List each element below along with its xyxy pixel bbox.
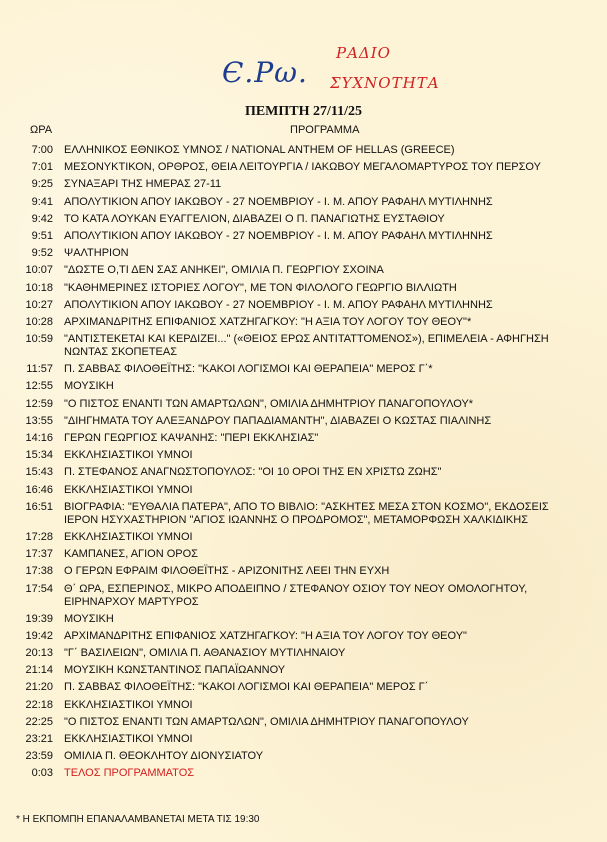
schedule-program: ΑΡΧΙΜΑΝΔΡΙΤΗΣ ΕΠΙΦΑΝΙΟΣ ΧΑΤΖΗΓΑΓΚΟΥ: "Η ΑΞΙΑ ΤΟΥ ΛΟΓΟΥ ΤΟΥ ΘΕΟΥ"*: [64, 315, 472, 328]
schedule-row: [0, 330, 607, 360]
schedule-time: 21:14: [25, 664, 53, 677]
schedule-program: ΚΑΜΠΑΝΕΣ, ΑΓΙΟΝ ΟΡΟΣ: [64, 548, 198, 561]
schedule-row: [0, 562, 607, 579]
schedule-program: ΕΛΛΗΝΙΚΟΣ ΕΘΝΙΚΟΣ ΥΜΝΟΣ / NATIONAL ANTHEM OF HELLAS (GREECE): [64, 144, 455, 156]
schedule-program: "ΔΙΗΓΗΜΑΤΑ ΤΟΥ ΑΛΕΞΑΝΔΡΟΥ ΠΑΠΑΔΙΑΜΑΝΤΗ", ΔΙΑΒΑΖΕΙ Ο ΚΩΣΤΑΣ ΠΙΑΛΙΝΗΣ: [64, 414, 492, 427]
footnote: * Η ΕΚΠΟΜΠΗ ΕΠΑΝΑΛΑΜΒΑΝΕΤΑΙ ΜΕΤΑ ΤΙΣ 19:30: [16, 814, 260, 825]
schedule-time: 22:25: [25, 715, 53, 728]
schedule-time: 17:28: [25, 530, 53, 543]
schedule-time: 9:51: [31, 229, 53, 242]
schedule-table: [0, 141, 607, 782]
schedule-program: ΟΜΙΛΙΑ Π. ΘΕΟΚΛΗΤΟΥ ΔΙΟΝΥΣΙΑΤΟΥ: [64, 750, 264, 763]
schedule-row: [0, 395, 607, 412]
schedule-time: 10:59: [25, 333, 53, 346]
header: [0, 0, 607, 110]
schedule-time: 16:51: [25, 500, 53, 513]
schedule-time: 17:54: [25, 582, 53, 595]
schedule-program: ΕΚΚΛΗΣΙΑΣΤΙΚΟΙ ΥΜΝΟΙ: [64, 698, 193, 711]
schedule-row: [0, 193, 607, 210]
schedule-time: 9:41: [31, 195, 53, 208]
schedule-program: "Ο ΠΙΣΤΟΣ ΕΝΑΝΤΙ ΤΩΝ ΑΜΑΡΤΩΛΩΝ", ΟΜΙΛΙΑ ΔΗΜΗΤΡΙΟΥ ΠΑΝΑΓΟΠΟΥΛΟΥ: [64, 715, 469, 728]
schedule-row: [0, 627, 607, 644]
schedule-time: 10:27: [25, 298, 53, 311]
schedule-row: [0, 296, 607, 313]
schedule-program: Π. ΣΑΒΒΑΣ ΦΙΛΟΘΕΪΤΗΣ: "ΚΑΚΟΙ ΛΟΓΙΣΜΟΙ ΚΑΙ ΘΕΡΑΠΕΙΑ" ΜΕΡΟΣ Γ΄*: [64, 363, 433, 376]
schedule-program: ΜΟΥΣΙΚΗ ΚΩΝΣΤΑΝΤΙΝΟΣ ΠΑΠΑΪΩΑΝΝΟΥ: [64, 664, 286, 677]
schedule-row: [0, 580, 607, 610]
schedule-row: [0, 678, 607, 695]
schedule-program: "Ο ΠΙΣΤΟΣ ΕΝΑΝΤΙ ΤΩΝ ΑΜΑΡΤΩΛΩΝ", ΟΜΙΛΙΑ ΔΗΜΗΤΡΙΟΥ ΠΑΝΑΓΟΠΟΥΛΟΥ*: [64, 397, 474, 410]
date-title: ΠΕΜΠΤΗ 27/11/25: [244, 104, 363, 119]
schedule-program: ΑΠΟΛΥΤΙΚΙΟΝ ΑΠΟΥ ΙΑΚΩΒΟΥ - 27 ΝΟΕΜΒΡΙΟΥ - Ι. Μ. ΑΠΟΥ ΡΑΦΑΗΛ ΜΥΤΙΛΗΝΗΣ: [64, 229, 493, 242]
schedule-row: [0, 377, 607, 394]
schedule-program: ΤΟ ΚΑΤΑ ΛΟΥΚΑΝ ΕΥΑΓΓΕΛΙΟΝ, ΔΙΑΒΑΖΕΙ Ο Π. ΠΑΝΑΓΙΩΤΗΣ ΕΥΣΤΑΘΙΟΥ: [64, 212, 445, 225]
schedule-row: [0, 429, 607, 446]
schedule-time: 21:20: [25, 681, 53, 694]
schedule-row: [0, 528, 607, 545]
schedule-row: [0, 713, 607, 730]
schedule-time: 0:03: [31, 767, 53, 780]
schedule-row: [0, 764, 607, 781]
schedule-program: ΜΟΥΣΙΚΗ: [64, 380, 114, 393]
column-header-program: ΠΡΟΓΡΑΜΜΑ: [290, 124, 360, 136]
schedule-program: ΒΙΟΓΡΑΦΙΑ: "ΕΥΘΑΛΙΑ ΠΑΤΕΡΑ", ΑΠΟ ΤΟ ΒΙΒΛΙΟ: "ΑΣΚΗΤΕΣ ΜΕΣΑ ΣΤΟΝ ΚΟΣΜΟ", ΕΚΔΟΣΕΙΣ ΙΕΡΟΝ ΗΣΥΧΑΣΤΗΡΙΟΝ "ΑΓΙΟΣ ΙΩΑΝΝΗΣ Ο ΠΡΟΔΡΟΜΟΣ", ΜΕΤΑΜΟΡΦΩΣΗ ΧΑΛΚΙΔΙΚΗΣ: [64, 500, 549, 526]
schedule-program: "ΚΑΘΗΜΕΡΙΝΕΣ ΙΣΤΟΡΙΕΣ ΛΟΓΟΥ", ΜΕ ΤΟΝ ΦΙΛΟΛΟΓΟ ΓΕΩΡΓΙΟ ΒΙΛΛΙΩΤΗ: [64, 281, 457, 294]
schedule-time: 17:37: [25, 548, 53, 561]
schedule-row: [0, 730, 607, 747]
schedule-program: ΜΟΥΣΙΚΗ: [64, 612, 114, 625]
schedule-program: Ο ΓΕΡΩΝ ΕΦΡΑΙΜ ΦΙΛΟΘΕΪΤΗΣ - ΑΡΙΖΟΝΙΤΗΣ ΛΕΕΙ ΤΗΝ ΕΥΧΗ: [64, 565, 390, 578]
schedule-row: [0, 545, 607, 562]
schedule-time: 12:59: [25, 397, 53, 410]
schedule-time: 10:18: [25, 281, 53, 294]
schedule-time: 20:13: [25, 647, 53, 660]
schedule-time: 23:59: [25, 750, 53, 763]
schedule-row: [0, 175, 607, 192]
schedule-row: [0, 412, 607, 429]
schedule-row: [0, 661, 607, 678]
schedule-time: 10:28: [25, 315, 53, 328]
schedule-program: "ΑΝΤΙΣΤΕΚΕΤΑΙ ΚΑΙ ΚΕΡΔΙΖΕΙ..." («ΘΕΙΟΣ ΕΡΩΣ ΑΝΤΙΤΑΤΤΟΜΕΝΟΣ»), ΕΠΙΜΕΛΕΙΑ - ΑΦΗΓΗΣΗ ΝΩΝΤΑΣ ΣΚΟΠΕΤΕΑΣ: [64, 333, 549, 359]
schedule-time: 16:46: [25, 483, 53, 496]
schedule-time: 14:16: [25, 432, 53, 444]
schedule-program: "ΔΩΣΤΕ Ο,ΤΙ ΔΕΝ ΣΑΣ ΑΝΗΚΕΙ", ΟΜΙΛΙΑ Π. ΓΕΩΡΓΙΟΥ ΣΧΟΙΝΑ: [64, 264, 384, 277]
schedule-program: ΓΕΡΩΝ ΓΕΩΡΓΙΟΣ ΚΑΨΑΝΗΣ: "ΠΕΡΙ ΕΚΚΛΗΣΙΑΣ": [64, 432, 319, 444]
schedule-row: [0, 244, 607, 261]
schedule-row: [0, 610, 607, 627]
schedule-program: ΕΚΚΛΗΣΙΑΣΤΙΚΟΙ ΥΜΝΟΙ: [64, 483, 193, 496]
schedule-row: [0, 696, 607, 713]
schedule-program: ΑΠΟΛΥΤΙΚΙΟΝ ΑΠΟΥ ΙΑΚΩΒΟΥ - 27 ΝΟΕΜΒΡΙΟΥ - Ι. Μ. ΑΠΟΥ ΡΑΦΑΗΛ ΜΥΤΙΛΗΝΗΣ: [64, 195, 493, 208]
schedule-row: [0, 261, 607, 278]
station-logo: Є.Ρω.: [222, 56, 308, 89]
schedule-program: ΕΚΚΛΗΣΙΑΣΤΙΚΟΙ ΥΜΝΟΙ: [64, 449, 193, 462]
schedule-row: [0, 158, 607, 175]
schedule-program: ΨΑΛΤΗΡΙΟΝ: [64, 247, 129, 260]
schedule-time: 15:43: [25, 466, 53, 479]
schedule-time: 7:01: [31, 161, 53, 174]
schedule-program: Π. ΣΑΒΒΑΣ ΦΙΛΟΘΕΪΤΗΣ: "ΚΑΚΟΙ ΛΟΓΙΣΜΟΙ ΚΑΙ ΘΕΡΑΠΕΙΑ" ΜΕΡΟΣ Γ΄: [64, 681, 429, 694]
schedule-row: [0, 141, 607, 158]
schedule-program: ΤΕΛΟΣ ΠΡΟΓΡΑΜΜΑΤΟΣ: [64, 767, 195, 780]
schedule-row: [0, 210, 607, 227]
schedule-time: 15:34: [25, 449, 53, 462]
schedule-program: ΜΕΣΟΝΥΚΤΙΚΟΝ, ΟΡΘΡΟΣ, ΘΕΙΑ ΛΕΙΤΟΥΡΓΙΑ / ΙΑΚΩΒΟΥ ΜΕΓΑΛΟΜΑΡΤΥΡΟΣ ΤΟΥ ΠΕΡΣΟΥ: [64, 161, 541, 174]
schedule-time: 7:00: [31, 144, 53, 156]
schedule-row: [0, 644, 607, 661]
schedule-program: ΑΠΟΛΥΤΙΚΙΟΝ ΑΠΟΥ ΙΑΚΩΒΟΥ - 27 ΝΟΕΜΒΡΙΟΥ - Ι. Μ. ΑΠΟΥ ΡΑΦΑΗΛ ΜΥΤΙΛΗΝΗΣ: [64, 298, 493, 311]
schedule-row: [0, 360, 607, 377]
schedule-row: [0, 463, 607, 480]
schedule-time: 9:52: [31, 247, 53, 260]
schedule-time: 19:42: [25, 629, 53, 642]
schedule-time: 17:38: [25, 565, 53, 578]
schedule-program: Π. ΣΤΕΦΑΝΟΣ ΑΝΑΓΝΩΣΤΟΠΟΥΛΟΣ: "ΟΙ 10 ΟΡΟΙ ΤΗΣ ΕΝ ΧΡΙΣΤΩ ΖΩΗΣ": [64, 466, 442, 479]
schedule-time: 12:55: [25, 380, 53, 393]
schedule-row: [0, 747, 607, 764]
schedule-program: "Γ΄ ΒΑΣΙΛΕΙΩΝ", ΟΜΙΛΙΑ Π. ΑΘΑΝΑΣΙΟΥ ΜΥΤΙΛΗΝΑΙΟΥ: [64, 647, 346, 660]
schedule-program: ΕΚΚΛΗΣΙΑΣΤΙΚΟΙ ΥΜΝΟΙ: [64, 733, 193, 745]
schedule-time: 10:07: [25, 264, 53, 277]
schedule-row: [0, 313, 607, 330]
schedule-row: [0, 279, 607, 296]
schedule-time: 13:55: [25, 414, 53, 427]
schedule-row: [0, 481, 607, 498]
schedule-row: [0, 446, 607, 463]
schedule-program: ΣΥΝΑΞΑΡΙ ΤΗΣ ΗΜΕΡΑΣ 27-11: [64, 178, 222, 191]
schedule-time: 9:25: [31, 178, 53, 191]
schedule-time: 23:21: [25, 733, 53, 745]
schedule-row: [0, 227, 607, 244]
schedule-time: 9:42: [31, 212, 53, 225]
column-header-time: ΩΡΑ: [30, 124, 53, 136]
schedule-time: 11:57: [26, 363, 53, 376]
schedule-program: ΕΚΚΛΗΣΙΑΣΤΙΚΟΙ ΥΜΝΟΙ: [64, 530, 193, 543]
schedule-program: ΑΡΧΙΜΑΝΔΡΙΤΗΣ ΕΠΙΦΑΝΙΟΣ ΧΑΤΖΗΓΑΓΚΟΥ: "Η ΑΞΙΑ ΤΟΥ ΛΟΓΟΥ ΤΟΥ ΘΕΟΥ": [64, 629, 467, 642]
schedule-time: 19:39: [25, 612, 53, 625]
schedule-row: [0, 498, 607, 528]
radio-label: ΡΑΔΙΟ: [336, 44, 391, 62]
schedule-time: 22:18: [25, 698, 53, 711]
frequency-label: ΣΥΧΝΟΤΗΤΑ: [330, 74, 440, 92]
schedule-program: Θ΄ ΩΡΑ, ΕΣΠΕΡΙΝΟΣ, ΜΙΚΡΟ ΑΠΟΔΕΙΠΝΟ / ΣΤΕΦΑΝΟΥ ΟΣΙΟΥ ΤΟΥ ΝΕΟΥ ΟΜΟΛΟΓΗΤΟΥ, ΕΙΡΗΝΑΡΧΟΥ ΜΑΡΤΥΡΟΣ: [64, 582, 528, 608]
